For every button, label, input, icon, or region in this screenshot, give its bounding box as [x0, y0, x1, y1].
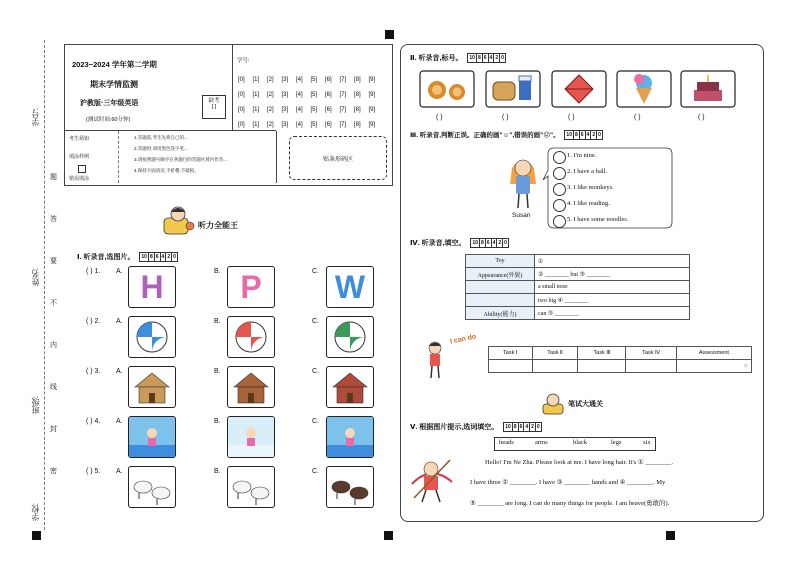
- word-option: legs: [611, 439, 622, 446]
- house-icon: [327, 367, 373, 407]
- mascot-icon: [162, 204, 196, 238]
- score-digit: 10: [472, 240, 479, 247]
- score-digit: 10: [141, 254, 147, 261]
- q5-title-text: Ⅴ. 根据图片提示,选词填空。: [410, 424, 499, 431]
- row-label: [466, 281, 535, 294]
- score-digit: 6: [155, 254, 159, 261]
- alignment-marker: [385, 30, 394, 39]
- house-icon: [129, 367, 175, 407]
- option-letter: B.: [214, 318, 221, 325]
- seal-char: 答: [50, 216, 57, 223]
- word-option: six: [643, 439, 651, 446]
- smiley-answer-icon[interactable]: [553, 199, 566, 212]
- question-number: ( ) 3.: [86, 368, 101, 375]
- name-label: 姓名:: [31, 268, 40, 287]
- answer-picture[interactable]: [326, 266, 374, 308]
- digit-bubble[interactable]: [6]: [325, 122, 332, 128]
- answer-bracket[interactable]: ( ): [634, 114, 641, 121]
- alignment-marker: [384, 531, 393, 540]
- digit-bubble[interactable]: [8]: [354, 122, 361, 128]
- option-letter: A.: [116, 368, 123, 375]
- row-content[interactable]: two big ④ ________: [535, 294, 690, 307]
- question-number: ( ) 4.: [86, 418, 101, 425]
- answer-picture[interactable]: [128, 366, 176, 408]
- option-letter: C.: [312, 318, 319, 325]
- writing-section-title: 笔试大通关: [568, 401, 603, 408]
- option-letter: B.: [214, 368, 221, 375]
- answer-picture[interactable]: [326, 316, 374, 358]
- score-digit: 8: [513, 424, 517, 431]
- q4-title-text: Ⅳ. 听录音,填空。: [410, 240, 466, 247]
- statement: 1. I'm nine.: [567, 152, 597, 159]
- cow-icon: [228, 467, 274, 507]
- digit-row: [238, 98, 388, 113]
- score-digit: 0: [501, 55, 504, 62]
- row-label: Toy: [466, 255, 535, 268]
- letter-picture: P: [240, 269, 262, 305]
- answer-picture[interactable]: [128, 266, 176, 308]
- statement: 5. I have some noodles.: [567, 216, 629, 223]
- score-digit: 6: [483, 55, 487, 62]
- wrong-fill-box: [78, 165, 86, 173]
- score-digit: 0: [173, 254, 176, 261]
- exam-time: (测试时间:60分钟): [86, 117, 131, 123]
- q3-title-text: Ⅲ. 听录音,判断正误。正确的画"☺",错误的画"☹"。: [410, 132, 560, 139]
- task-cell[interactable]: [626, 360, 677, 373]
- digit-bubble[interactable]: [2]: [267, 77, 274, 83]
- q5-title: [410, 422, 542, 432]
- digit-bubble[interactable]: [7]: [339, 107, 347, 113]
- digit-bubble[interactable]: [3]: [281, 77, 289, 83]
- q3-score-box[interactable]: [564, 130, 602, 140]
- edition: 沪教版·三年级英语: [80, 100, 139, 107]
- option-letter: C.: [312, 418, 319, 425]
- letter-picture: W: [334, 269, 366, 305]
- answer-picture[interactable]: [128, 416, 176, 458]
- seal-chars: [50, 172, 62, 508]
- notice-box: [66, 131, 277, 183]
- notice-line: 2.答题时,请用黑色签字笔...: [134, 146, 188, 151]
- passage-line: ⑤ ________ are long. I can do many things for people. I am beave(勇敢的).: [470, 500, 670, 507]
- option-letter: B.: [214, 468, 221, 475]
- task-cell[interactable]: [578, 360, 626, 373]
- answer-picture[interactable]: [326, 416, 374, 458]
- answer-picture[interactable]: [227, 266, 275, 308]
- ball-icon: [228, 317, 274, 357]
- score-digit: 0: [536, 424, 540, 431]
- row-content[interactable]: ② ________ but ③ ________: [535, 268, 690, 281]
- digit-bubble[interactable]: [3]: [281, 107, 289, 113]
- digit-bubble[interactable]: [5]: [310, 122, 318, 128]
- i-can-do-label: I can do: [449, 333, 477, 346]
- score-digit: 8: [481, 240, 484, 247]
- score-digit: 8: [574, 132, 578, 139]
- digit-row: [238, 83, 388, 98]
- speaker-name: Susan: [512, 212, 531, 219]
- word-option: black: [573, 439, 588, 446]
- wrong-fill-label: 错误填涂: [69, 176, 90, 182]
- q2-title-text: Ⅱ. 听录音,标号。: [410, 55, 463, 62]
- task-cell[interactable]: [676, 360, 751, 373]
- seal-char: 密: [50, 468, 57, 475]
- q4-table: [465, 254, 690, 320]
- cake-icon: [680, 70, 736, 108]
- swim-icon: [327, 417, 373, 457]
- q1-title: [77, 252, 178, 262]
- row-label: [466, 294, 535, 307]
- q5-score-box[interactable]: [503, 422, 541, 432]
- digit-bubble[interactable]: [6]: [325, 77, 332, 83]
- score-digit: 8: [149, 254, 153, 261]
- answer-picture[interactable]: [227, 466, 275, 508]
- option-letter: B.: [214, 268, 221, 275]
- digit-bubble[interactable]: [5]: [310, 107, 318, 113]
- digit-bubble[interactable]: [7]: [339, 92, 347, 98]
- smiley-answer-icon[interactable]: [553, 215, 566, 228]
- boy-icon: [424, 340, 446, 380]
- table-row: [466, 281, 690, 294]
- option-letter: C.: [312, 268, 319, 275]
- digit-row: [238, 113, 388, 128]
- answer-picture[interactable]: [326, 366, 374, 408]
- score-digit: 2: [498, 240, 502, 247]
- digit-bubble[interactable]: [5]: [310, 92, 318, 98]
- notice-divider: [118, 131, 119, 183]
- swim-icon: [129, 417, 175, 457]
- answer-picture[interactable]: [227, 366, 275, 408]
- exam-title: 期末学情监测: [90, 80, 138, 89]
- school-label: 学校:: [31, 503, 40, 522]
- answer-bracket[interactable]: ( ): [568, 114, 575, 121]
- q4-title: [410, 238, 509, 248]
- digit-bubble[interactable]: [3]: [281, 122, 289, 128]
- statement: 2. I have a ball.: [567, 168, 608, 175]
- absent-label: 缺考: [208, 98, 220, 104]
- score-digit: 10: [469, 55, 475, 62]
- score-digit: 6: [486, 240, 490, 247]
- digit-bubble[interactable]: [1]: [252, 122, 260, 128]
- student-no-label: 学号:: [237, 58, 250, 64]
- answer-picture[interactable]: [128, 466, 176, 508]
- option-letter: A.: [116, 418, 123, 425]
- question-number: ( ) 5.: [86, 468, 101, 475]
- digit-bubble[interactable]: [1]: [252, 77, 260, 83]
- score-digit: 8: [477, 55, 481, 62]
- answer-picture[interactable]: [326, 466, 374, 508]
- answer-picture[interactable]: [227, 416, 275, 458]
- score-digit: 4: [489, 55, 493, 62]
- task-header: Task Ⅰ: [489, 347, 533, 360]
- seal-char: 要: [50, 258, 57, 265]
- digit-bubble[interactable]: [4]: [296, 107, 303, 113]
- digit-bubble[interactable]: [2]: [267, 122, 274, 128]
- score-digit: 10: [505, 424, 511, 431]
- ball-icon: [327, 317, 373, 357]
- house-icon: [228, 367, 274, 407]
- question-number: ( ) 1.: [86, 268, 101, 275]
- score-digit: 2: [495, 55, 499, 62]
- option-letter: A.: [116, 468, 123, 475]
- digit-bubble[interactable]: [0]: [238, 107, 245, 113]
- task-header: Assessment: [676, 347, 751, 360]
- score-digit: 10: [566, 132, 572, 139]
- seal-char: 题: [50, 174, 57, 181]
- absent-box[interactable]: [202, 95, 226, 119]
- digit-bubble[interactable]: [7]: [339, 77, 347, 83]
- task-header: Task Ⅱ: [532, 347, 578, 360]
- notice-title: 考生须知: [69, 136, 90, 142]
- score-digit: 4: [161, 254, 165, 261]
- digit-bubble[interactable]: [8]: [354, 107, 361, 113]
- notice-line: 4.保持卡面清洁,不折叠,不破损。: [134, 168, 199, 173]
- row-label: Ability(能力): [466, 307, 535, 320]
- digit-bubble[interactable]: [0]: [238, 77, 245, 83]
- class-label: 班级:: [31, 396, 40, 415]
- horse-icon: [327, 467, 373, 507]
- listening-section-title: 听力全能王: [198, 221, 238, 230]
- susan-figure: [506, 154, 540, 210]
- seal-char: 不: [50, 300, 57, 307]
- score-digit: 0: [598, 132, 601, 139]
- nezha-figure: [406, 454, 456, 504]
- table-row: [466, 294, 690, 307]
- digit-bubble[interactable]: [9]: [368, 107, 376, 113]
- notice-lines: [134, 135, 274, 179]
- q2-title: [410, 53, 506, 63]
- score-digit: 2: [531, 424, 534, 431]
- word-option: heads: [499, 439, 514, 446]
- fill-sample-label: 填涂样例: [69, 154, 90, 160]
- sheep-icon: [129, 467, 175, 507]
- task-cell[interactable]: [532, 360, 578, 373]
- digit-bubble[interactable]: [2]: [267, 107, 274, 113]
- digit-bubble[interactable]: [2]: [267, 92, 274, 98]
- barcode-label: 贴条形码区: [322, 156, 353, 163]
- task-header: Task Ⅳ: [626, 347, 677, 360]
- task-answer-row: [489, 360, 752, 373]
- lion-icon: [419, 70, 475, 108]
- passage-line: Hello! I'm Ne Zha. Please look at me. I have long hair. It's ① ________.: [485, 459, 673, 466]
- score-digit: 2: [167, 254, 171, 261]
- student-no-divider: [232, 44, 233, 130]
- writing-mascot-icon: [541, 392, 567, 416]
- digit-bubble[interactable]: [3]: [281, 92, 289, 98]
- digit-bubble[interactable]: [9]: [368, 92, 376, 98]
- seal-char: 线: [50, 384, 57, 391]
- student-id-label: 学号:: [31, 108, 40, 127]
- q1-score-box[interactable]: [139, 252, 177, 262]
- letter-picture: H: [140, 269, 164, 305]
- digit-bubble[interactable]: [4]: [296, 77, 303, 83]
- star-icon: ☆: [743, 364, 748, 369]
- score-digit: 0: [504, 240, 507, 247]
- option-letter: A.: [116, 268, 123, 275]
- alignment-marker: [666, 531, 675, 540]
- digit-bubble[interactable]: [7]: [339, 122, 347, 128]
- digit-bubble[interactable]: [6]: [325, 107, 332, 113]
- task-table: [488, 346, 752, 373]
- answer-picture[interactable]: [128, 316, 176, 358]
- digit-bubble[interactable]: [4]: [296, 122, 303, 128]
- question-number: ( ) 2.: [86, 318, 101, 325]
- digit-bubble[interactable]: [9]: [368, 77, 376, 83]
- digit-bubble[interactable]: [5]: [310, 77, 318, 83]
- row-content[interactable]: can ⑤ ________: [535, 307, 690, 320]
- seal-char: 内: [50, 342, 57, 349]
- task-header: Task Ⅲ: [578, 347, 626, 360]
- q4-score-box[interactable]: [470, 238, 508, 248]
- score-digit: 2: [592, 132, 596, 139]
- skate-icon: [228, 417, 274, 457]
- smiley-answer-icon[interactable]: [553, 151, 566, 164]
- q2-score-box[interactable]: [467, 53, 505, 63]
- digit-bubble[interactable]: [4]: [296, 92, 303, 98]
- q3-title: [410, 130, 603, 140]
- digit-bubble[interactable]: [9]: [368, 122, 376, 128]
- binding-line: [44, 40, 45, 530]
- digit-bubble[interactable]: [0]: [238, 122, 245, 128]
- table-row: [466, 255, 690, 268]
- answer-picture[interactable]: [227, 316, 275, 358]
- row-content[interactable]: a small nose: [535, 281, 690, 294]
- task-header-row: [489, 347, 752, 360]
- score-digit: 4: [525, 424, 529, 431]
- bread-milk-icon: [485, 70, 541, 108]
- answer-bracket[interactable]: ( ): [436, 114, 443, 121]
- table-row: [466, 307, 690, 320]
- statement: 3. I like monkeys.: [567, 184, 614, 191]
- smiley-answer-icon[interactable]: [553, 183, 566, 196]
- task-cell[interactable]: [489, 360, 533, 373]
- barcode-area: [289, 136, 387, 180]
- school-year: 2023−2024 学年第二学期: [72, 60, 157, 69]
- option-letter: C.: [312, 468, 319, 475]
- row-content[interactable]: ①: [535, 255, 690, 268]
- score-digit: 6: [519, 424, 523, 431]
- option-letter: B.: [214, 418, 221, 425]
- score-digit: 4: [492, 240, 496, 247]
- smiley-answer-icon[interactable]: [553, 167, 566, 180]
- answer-bracket[interactable]: ( ): [502, 114, 509, 121]
- digit-bubble[interactable]: [6]: [325, 92, 332, 98]
- digit-bubble[interactable]: [8]: [354, 92, 361, 98]
- digit-row: [238, 68, 388, 83]
- absent-bracket: [ ]: [211, 104, 217, 110]
- ball-icon: [129, 317, 175, 357]
- alignment-marker: [32, 531, 41, 540]
- seal-char: 封: [50, 426, 57, 433]
- table-row: [466, 268, 690, 281]
- option-letter: C.: [312, 368, 319, 375]
- row-label: Appearance(外貌): [466, 268, 535, 281]
- kite-icon: [551, 70, 607, 108]
- ice-cream-icon: [616, 70, 672, 108]
- q1-title-text: Ⅰ. 听录音,选图片。: [77, 254, 135, 261]
- notice-line: 1.答题前,考生先将自己的...: [134, 135, 188, 140]
- word-option: arms: [535, 439, 548, 446]
- score-digit: 4: [586, 132, 590, 139]
- statement: 4. I like reading.: [567, 200, 610, 207]
- answer-bracket[interactable]: ( ): [698, 114, 705, 121]
- passage-line: I have three ② ________. I have ③ ________ hands and ④ ________. My: [470, 479, 666, 486]
- digit-bubble[interactable]: [8]: [354, 77, 361, 83]
- score-digit: 6: [580, 132, 584, 139]
- student-no-grid[interactable]: [238, 68, 388, 128]
- digit-bubble[interactable]: [0]: [238, 92, 245, 98]
- digit-bubble[interactable]: [1]: [252, 92, 260, 98]
- option-letter: A.: [116, 318, 123, 325]
- notice-line: 3.请按照题号顺序在各题目的答题区域内作答...: [134, 157, 228, 162]
- digit-bubble[interactable]: [1]: [252, 107, 260, 113]
